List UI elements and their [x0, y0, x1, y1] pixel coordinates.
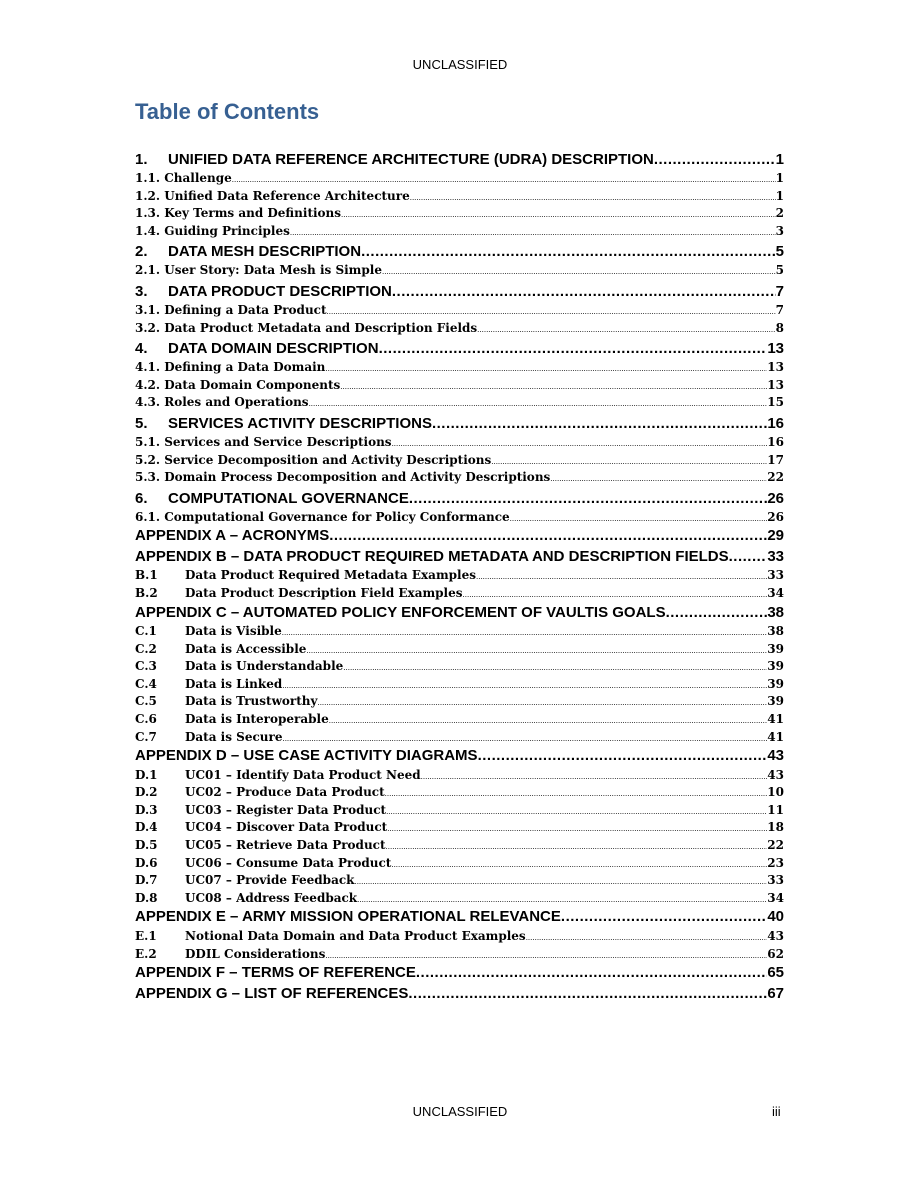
- toc-entry-title: 1.4. Guiding Principles: [135, 223, 290, 238]
- toc-entry-title: APPENDIX F – TERMS OF REFERENCE: [135, 964, 416, 982]
- toc-entry-title: Data is Trustworthy: [185, 694, 318, 709]
- toc-entry-number: C.3: [135, 659, 157, 674]
- toc-entry-page: 1: [775, 151, 784, 168]
- toc-entry-appendix-g[interactable]: [135, 984, 784, 1005]
- toc-entry-page: 15: [767, 395, 784, 410]
- toc-entry-section-6[interactable]: [135, 488, 784, 509]
- toc-entry-page: 16: [767, 414, 784, 432]
- toc-entry-title: Data is Understandable: [185, 659, 344, 674]
- toc-entry-5-1[interactable]: [135, 434, 784, 452]
- toc-entry-title: 3.1. Defining a Data Product: [135, 302, 327, 317]
- toc-dot-leader: [478, 746, 768, 767]
- toc-entry-title: Data is Interoperable: [185, 711, 329, 726]
- toc-entry-1-1[interactable]: [135, 170, 784, 188]
- toc-dot-leader: [729, 547, 768, 568]
- toc-entry-title: APPENDIX E – ARMY MISSION OPERATIONAL RELEVANCE: [135, 908, 561, 926]
- toc-dot-leader: [408, 984, 767, 1005]
- toc-entry-e-1[interactable]: [135, 928, 784, 946]
- toc-entry-title: APPENDIX B – DATA PRODUCT REQUIRED METADATA AND DESCRIPTION FIELDS: [135, 547, 729, 565]
- toc-entry-section-5[interactable]: [135, 413, 784, 434]
- toc-entry-c-2[interactable]: [135, 641, 784, 659]
- toc-entry-page: 43: [767, 747, 784, 765]
- toc-entry-title: Data is Visible: [185, 624, 282, 638]
- toc-entry-4-3[interactable]: [135, 394, 784, 412]
- toc-entry-title: UC01 – Identify Data Product Need: [185, 767, 421, 782]
- toc-entry-4-1[interactable]: [135, 359, 784, 377]
- toc-entry-page: 17: [767, 452, 784, 467]
- toc-entry-appendix-a[interactable]: [135, 526, 784, 547]
- toc-entry-page: 39: [767, 659, 784, 674]
- toc-entry-section-3[interactable]: [135, 281, 784, 302]
- toc-dot-leader: [385, 786, 768, 802]
- toc-entry-c-5[interactable]: [135, 693, 784, 711]
- toc-entry-page: 1: [775, 171, 784, 185]
- toc-entry-number: D.7: [135, 873, 158, 888]
- toc-entry-d-1[interactable]: [135, 767, 784, 785]
- toc-entry-number: D.3: [135, 802, 158, 817]
- toc-entry-c-6[interactable]: [135, 711, 784, 729]
- toc-dot-leader: [290, 225, 776, 241]
- toc-entry-d-7[interactable]: [135, 872, 784, 890]
- toc-dot-leader: [416, 963, 767, 984]
- toc-entry-page: 22: [767, 838, 784, 853]
- toc-entry-title: 4.1. Defining a Data Domain: [135, 360, 326, 375]
- toc-dot-leader: [325, 361, 767, 377]
- toc-dot-leader: [654, 149, 776, 170]
- toc-entry-number: 1.: [135, 151, 148, 168]
- toc-entry-page: 39: [767, 676, 784, 691]
- toc-entry-title: 1.3. Key Terms and Definitions: [135, 206, 342, 221]
- toc-dot-leader: [282, 625, 768, 641]
- toc-dot-leader: [282, 678, 767, 694]
- toc-entry-number: D.5: [135, 838, 158, 853]
- toc-entry-page: 43: [767, 928, 784, 943]
- toc-entry-e-2[interactable]: [135, 946, 784, 964]
- toc-entry-b-1[interactable]: [135, 567, 784, 585]
- toc-entry-page: 38: [767, 603, 784, 621]
- toc-dot-leader: [327, 304, 776, 320]
- toc-entry-title: UNIFIED DATA REFERENCE ARCHITECTURE (UDRA) DESCRIPTION: [168, 151, 654, 168]
- toc-entry-title: UC07 – Provide Feedback: [185, 873, 355, 888]
- toc-title: Table of Contents: [135, 99, 320, 124]
- toc-entry-d-5[interactable]: [135, 837, 784, 855]
- toc-entry-number: D.1: [135, 767, 158, 782]
- toc-entry-page: 22: [767, 470, 784, 485]
- toc-entry-page: 34: [767, 585, 784, 600]
- toc-entry-page: 10: [767, 785, 784, 800]
- toc-entry-page: 26: [767, 489, 784, 507]
- toc-dot-leader: [432, 413, 767, 434]
- toc-dot-leader: [341, 207, 776, 223]
- toc-entry-page: 7: [775, 282, 784, 300]
- toc-entry-appendix-d[interactable]: [135, 746, 784, 767]
- toc-entry-1-4[interactable]: [135, 223, 784, 241]
- toc-entry-page: 16: [767, 434, 784, 449]
- toc-entry-page: 13: [767, 360, 784, 375]
- toc-dot-leader: [282, 731, 767, 747]
- toc-entry-d-3[interactable]: [135, 802, 784, 820]
- toc-entry-1-2[interactable]: [135, 188, 784, 206]
- toc-entry-title: DATA PRODUCT DESCRIPTION: [168, 282, 392, 300]
- toc-entry-page: 41: [767, 711, 784, 726]
- toc-dot-leader: [391, 857, 767, 873]
- toc-entry-section-4[interactable]: [135, 338, 784, 359]
- toc-entry-page: 1: [775, 188, 784, 203]
- toc-entry-page: 2: [775, 206, 784, 221]
- toc-dot-leader: [476, 569, 767, 585]
- toc-dot-leader: [361, 241, 776, 262]
- toc-dot-leader: [392, 436, 768, 452]
- toc-entry-number: C.5: [135, 694, 157, 709]
- toc-dot-leader: [386, 804, 767, 820]
- toc-dot-leader: [340, 379, 767, 395]
- toc-entry-number: 3.: [135, 282, 148, 300]
- toc-entry-number: D.8: [135, 890, 158, 905]
- toc-entry-appendix-e[interactable]: [135, 907, 784, 928]
- toc-entry-appendix-b[interactable]: [135, 547, 784, 568]
- toc-dot-leader: [409, 488, 767, 509]
- toc-entry-6-1[interactable]: [135, 509, 784, 527]
- toc-entry-page: 13: [767, 377, 784, 392]
- toc-dot-leader: [392, 281, 776, 302]
- toc-entry-page: 29: [767, 527, 784, 545]
- toc-dot-leader: [357, 892, 767, 908]
- toc-entry-page: 11: [767, 802, 784, 817]
- toc-entry-2-1[interactable]: [135, 262, 784, 280]
- toc-entry-title: 1.2. Unified Data Reference Architecture: [135, 188, 410, 203]
- toc-entry-3-2[interactable]: [135, 320, 784, 338]
- toc-entry-5-3[interactable]: [135, 469, 784, 487]
- toc-dot-leader: [386, 839, 768, 855]
- toc-entry-number: C.1: [135, 624, 157, 638]
- toc-entry-c-1[interactable]: [135, 623, 784, 641]
- toc-entry-title: 5.1. Services and Service Descriptions: [135, 434, 392, 449]
- toc-dot-leader: [491, 454, 767, 470]
- toc-entry-number: 2.: [135, 243, 148, 261]
- toc-entry-d-4[interactable]: [135, 819, 784, 837]
- toc-dot-leader: [526, 930, 768, 946]
- toc-entry-title: APPENDIX D – USE CASE ACTIVITY DIAGRAMS: [135, 747, 478, 765]
- toc-dot-leader: [354, 874, 767, 890]
- toc-entry-page: 33: [767, 547, 784, 565]
- toc-entry-title: 5.3. Domain Process Decomposition and Activity Descriptions: [135, 470, 551, 485]
- toc-dot-leader: [329, 713, 768, 729]
- toc-dot-leader: [410, 190, 776, 206]
- toc-dot-leader: [317, 695, 767, 711]
- toc-entry-title: DATA DOMAIN DESCRIPTION: [168, 340, 379, 358]
- toc-entry-title: UC04 – Discover Data Product: [185, 820, 388, 835]
- toc-entry-title: UC05 – Retrieve Data Product: [185, 838, 386, 853]
- table-of-contents: [135, 148, 784, 1004]
- toc-entry-5-2[interactable]: [135, 452, 784, 470]
- toc-entry-page: 38: [767, 624, 784, 638]
- toc-entry-page: 5: [775, 263, 784, 278]
- toc-dot-leader: [232, 172, 776, 188]
- toc-entry-number: B.1: [135, 568, 158, 583]
- toc-entry-page: 40: [767, 908, 784, 926]
- toc-entry-number: B.2: [135, 585, 158, 600]
- toc-dot-leader: [379, 338, 768, 359]
- toc-dot-leader: [329, 526, 767, 547]
- toc-entry-page: 13: [767, 340, 784, 358]
- toc-dot-leader: [343, 660, 767, 676]
- toc-entry-number: 6.: [135, 489, 148, 507]
- toc-entry-title: APPENDIX C – AUTOMATED POLICY ENFORCEMENT OF VAULTIS GOALS: [135, 603, 666, 621]
- toc-entry-number: D.4: [135, 820, 158, 835]
- toc-entry-title: Data Product Required Metadata Examples: [185, 568, 476, 583]
- page-footer-classification: UNCLASSIFIED: [412, 1104, 508, 1119]
- toc-entry-section-2[interactable]: [135, 241, 784, 262]
- toc-entry-page: 43: [767, 767, 784, 782]
- toc-entry-c-4[interactable]: [135, 676, 784, 694]
- toc-entry-title: 4.2. Data Domain Components: [135, 377, 341, 392]
- toc-dot-leader: [382, 264, 776, 280]
- toc-entry-3-1[interactable]: [135, 302, 784, 320]
- toc-entry-title: DDIL Considerations: [185, 946, 326, 961]
- toc-entry-c-7[interactable]: [135, 729, 784, 747]
- toc-entry-1-3[interactable]: [135, 205, 784, 223]
- toc-entry-title: 3.2. Data Product Metadata and Description Fields: [135, 320, 478, 335]
- toc-entry-number: C.2: [135, 641, 157, 656]
- toc-dot-leader: [325, 948, 767, 964]
- toc-entry-page: 39: [767, 694, 784, 709]
- toc-entry-d-8[interactable]: [135, 890, 784, 908]
- toc-dot-leader: [309, 396, 768, 412]
- toc-entry-number: D.2: [135, 785, 158, 800]
- toc-entry-title: UC02 – Produce Data Product: [185, 785, 385, 800]
- toc-entry-title: Data is Accessible: [185, 641, 307, 656]
- toc-entry-title: COMPUTATIONAL GOVERNANCE: [168, 489, 409, 507]
- toc-entry-appendix-c[interactable]: [135, 603, 784, 624]
- page-number: iii: [772, 1104, 781, 1119]
- toc-entry-page: 23: [767, 855, 784, 870]
- toc-entry-page: 41: [767, 729, 784, 744]
- toc-entry-number: C.4: [135, 676, 157, 691]
- toc-dot-leader: [477, 322, 775, 338]
- toc-entry-page: 67: [767, 984, 784, 1002]
- toc-entry-title: Data is Linked: [185, 676, 283, 691]
- toc-entry-section-1[interactable]: [135, 149, 784, 170]
- toc-entry-number: 4.: [135, 340, 148, 358]
- toc-entry-c-3[interactable]: [135, 658, 784, 676]
- toc-entry-number: C.7: [135, 729, 157, 744]
- toc-entry-number: E.2: [135, 946, 157, 961]
- toc-dot-leader: [387, 821, 767, 837]
- toc-entry-d-2[interactable]: [135, 784, 784, 802]
- toc-entry-number: E.1: [135, 928, 157, 943]
- toc-entry-page: 7: [775, 302, 784, 317]
- toc-dot-leader: [421, 769, 768, 785]
- toc-entry-title: Data is Secure: [185, 729, 283, 744]
- toc-entry-page: 8: [775, 320, 784, 335]
- toc-dot-leader: [550, 471, 767, 487]
- toc-dot-leader: [561, 907, 767, 928]
- toc-dot-leader: [463, 587, 768, 603]
- toc-entry-title: SERVICES ACTIVITY DESCRIPTIONS: [168, 414, 432, 432]
- toc-entry-title: APPENDIX G – LIST OF REFERENCES: [135, 984, 409, 1002]
- toc-entry-page: 34: [767, 890, 784, 905]
- toc-entry-page: 62: [767, 946, 784, 961]
- toc-entry-page: 26: [767, 509, 784, 524]
- toc-entry-title: APPENDIX A – ACRONYMS: [135, 527, 330, 545]
- toc-dot-leader: [306, 643, 767, 659]
- toc-entry-title: Notional Data Domain and Data Product Examples: [185, 928, 526, 943]
- page-header-classification: UNCLASSIFIED: [412, 57, 508, 72]
- toc-entry-page: 18: [767, 820, 784, 835]
- toc-entry-d-6[interactable]: [135, 855, 784, 873]
- toc-entry-page: 5: [775, 243, 784, 261]
- toc-entry-title: 2.1. User Story: Data Mesh is Simple: [135, 263, 382, 278]
- toc-entry-title: 4.3. Roles and Operations: [135, 395, 309, 410]
- toc-entry-title: 1.1. Challenge: [135, 171, 232, 185]
- toc-entry-appendix-f[interactable]: [135, 963, 784, 984]
- toc-entry-b-2[interactable]: [135, 585, 784, 603]
- toc-entry-number: 5.: [135, 414, 148, 432]
- toc-entry-title: UC08 – Address Feedback: [185, 890, 358, 905]
- toc-dot-leader: [666, 603, 768, 624]
- toc-entry-page: 3: [775, 223, 784, 238]
- toc-entry-page: 39: [767, 641, 784, 656]
- toc-entry-page: 65: [767, 964, 784, 982]
- toc-entry-title: UC03 – Register Data Product: [185, 802, 387, 817]
- toc-dot-leader: [510, 511, 768, 527]
- toc-entry-number: D.6: [135, 855, 158, 870]
- toc-entry-page: 33: [767, 873, 784, 888]
- toc-entry-page: 33: [767, 568, 784, 583]
- toc-entry-title: 5.2. Service Decomposition and Activity Descriptions: [135, 452, 492, 467]
- toc-entry-number: C.6: [135, 711, 157, 726]
- toc-entry-4-2[interactable]: [135, 377, 784, 395]
- toc-entry-title: 6.1. Computational Governance for Policy Conformance: [135, 509, 510, 524]
- toc-entry-title: UC06 – Consume Data Product: [185, 855, 392, 870]
- toc-entry-title: DATA MESH DESCRIPTION: [168, 243, 362, 261]
- toc-entry-title: Data Product Description Field Examples: [185, 585, 463, 600]
